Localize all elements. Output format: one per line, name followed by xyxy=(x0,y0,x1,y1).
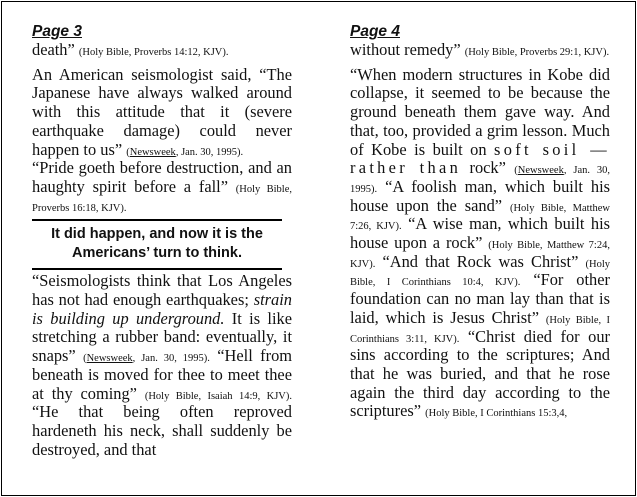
page-3-column xyxy=(32,10,292,459)
citation: (Holy Bible, Proverbs 29:1, KJV). xyxy=(464,47,610,58)
quote-text: It is like stretching a rubber band: eventually, it snaps” xyxy=(32,308,292,366)
citation: (Holy Bible, Proverbs 14:12, KJV). xyxy=(78,47,229,58)
paragraph-proverbs-continuation xyxy=(32,41,292,60)
paragraph-proverbs-remedy xyxy=(350,41,610,60)
source-name: Newsweek xyxy=(129,146,176,158)
quote-text: “And that Rock was Christ” xyxy=(382,251,579,271)
spaced-text: soft soil — rather than xyxy=(350,139,610,178)
source-date: , Jan. 30, 1995). xyxy=(175,146,244,158)
source-date: , Jan. 30, 1995). xyxy=(350,165,610,195)
quote-text: without remedy” xyxy=(350,40,461,59)
quote-text: “Christ died for our sins according to the scriptures; And that he was buried, and that he rose again the third day according to the scriptures” xyxy=(350,326,610,421)
citation: (Holy Bible, Matthew 7:24, KJV). xyxy=(350,240,610,270)
source-name: Newsweek xyxy=(86,353,133,365)
quote-text: “For other foundation can no man lay than that is laid, which is Jesus Christ” xyxy=(350,270,610,327)
citation: (Holy Bible, Matthew 7:26, KJV). xyxy=(350,202,610,233)
paragraph-seismologist: An American seismologist said, “The Japanese have always walked around with this attitude that it (severe earthquake damage) could never happen to us” (Newsweek, Jan. 30, 1995). xyxy=(32,64,292,159)
quote-text: “A wise man, which built his house upon a rock” xyxy=(350,214,610,253)
quote-text: rock” xyxy=(469,158,506,178)
quote-text: “He that being often reproved hardeneth his neck, shall suddenly be destroyed, and that xyxy=(32,402,292,459)
quote-text: “Hell from beneath is moved for thee to meet thee at thy coming” xyxy=(32,346,293,403)
callout-box: It did happen, and now it is the Americans’ turn to think. xyxy=(32,219,282,270)
page-4-label: Page 4 xyxy=(350,23,400,40)
paragraph-los-angeles: “Seismologists think that Los Angeles has not had enough earthquakes; strain is building up underground. It is like stretching a rubber band: eventually, it snaps” (Newsweek, Jan. 30, 1995). “Hell from beneath is moved for thee to meet thee at thy coming” (Holy Bible, Isaiah 14:9, KJV). “He that being often reproved hardeneth his neck, shall suddenly be destroyed, and that xyxy=(32,271,293,459)
quote-text: “Pride goeth before destruction, and an haughty spirit before a fall” xyxy=(32,158,292,196)
quote-text: “When modern structures in Kobe did collapse, it seemed to be because the ground beneath them gave way. And that, too, provided a grim lesson. Much of Kobe is built on xyxy=(350,64,610,159)
paragraph-kobe: “When modern structures in Kobe did collapse, it seemed to be because the ground beneath them gave way. And that, too, provided a grim lesson. Much of Kobe is built on soft soil — rather than rock” (Newsweek, Jan. 30, 1995). “A foolish man, which built his house upon the sand” (Holy Bible, Matthew 7:26, KJV). “A wise man, which built his house upon a rock” (Holy Bible, Matthew 7:24, KJV). “And that Rock was Christ” (Holy Bible, I Corinthians 10:4, KJV). “For other foundation can no man lay than that is laid, which is Jesus Christ” (Holy Bible, I Corinthians 3:11, KJV). “Christ died for our sins according to the scriptures; And that he was buried, and that he rose again the third day according to the scriptures” (Holy Bible, I Corinthians 15:3,4, xyxy=(350,64,610,421)
citation: (Holy Bible, I Corinthians 3:11, KJV). xyxy=(350,314,610,345)
quote-text: “Seismologists think that Los Angeles has not had enough earthquakes; xyxy=(32,271,292,310)
page-4-column xyxy=(350,10,610,421)
document-frame xyxy=(1,1,636,496)
italic-text: strain is building up underground. xyxy=(32,290,292,328)
citation: (Holy Bible, I Corinthians 10:4, KJV). xyxy=(350,258,610,289)
citation: (Holy Bible, Isaiah 14:9, KJV). xyxy=(144,390,292,402)
paragraph-pride xyxy=(32,159,292,215)
quote-text: “A foolish man, which built his house upon the sand” xyxy=(350,176,610,215)
quote-text: death” xyxy=(32,40,75,59)
quote-text: An American seismologist said, “The Japanese have always walked around with this attitude that it (severe earthquake damage) could never happen to us” xyxy=(32,64,292,159)
citation: (Holy Bible, Proverbs 16:18, KJV). xyxy=(32,183,293,214)
source-date: , Jan. 30, 1995). xyxy=(132,353,210,365)
page-3-label: Page 3 xyxy=(32,23,82,40)
source-name: Newsweek xyxy=(517,165,564,177)
citation: (Holy Bible, I Corinthians 15:3,4, xyxy=(425,408,568,420)
